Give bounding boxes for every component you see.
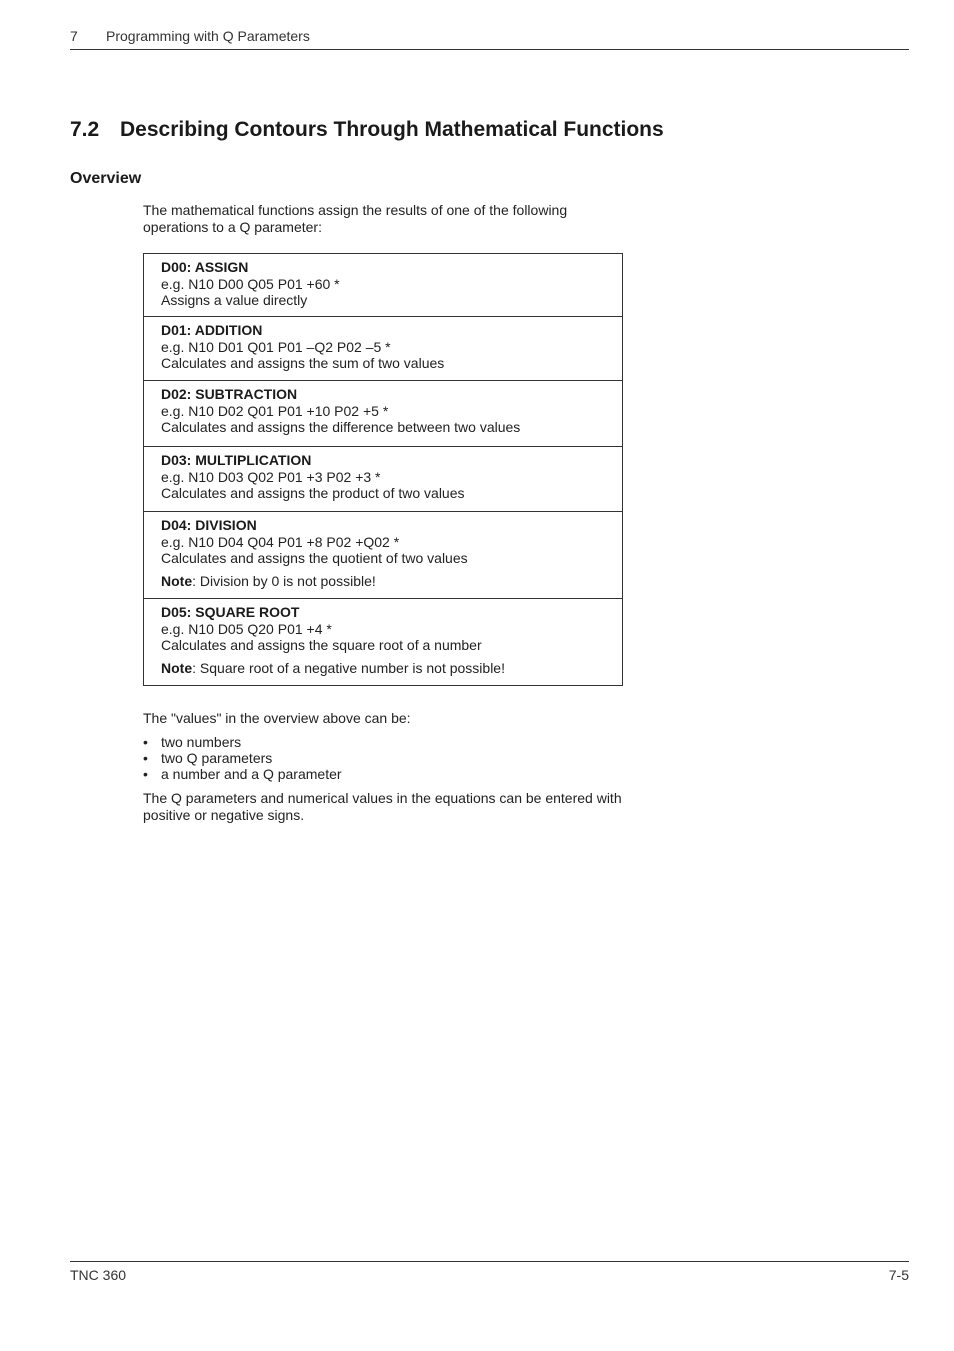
section-title: Describing Contours Through Mathematical Functions [120, 118, 664, 141]
function-description: Calculates and assigns the sum of two values [161, 355, 445, 371]
function-example: e.g. N10 D04 Q04 P01 +8 P02 +Q02 * [161, 533, 400, 550]
function-example: e.g. N10 D00 Q05 P01 +60 * [161, 275, 340, 292]
function-name: D04: DIVISION [161, 517, 257, 533]
function-table [143, 253, 623, 686]
note-text: : Division by 0 is not possible! [192, 572, 376, 589]
chapter-title: Programming with Q Parameters [106, 28, 310, 44]
function-row-subtraction [144, 381, 622, 447]
function-description: Calculates and assigns the difference between two values [161, 419, 521, 435]
bullet-icon: • [143, 766, 148, 782]
note-text: : Square root of a negative number is not possible! [192, 659, 505, 676]
list-item: • a number and a Q parameter [143, 766, 342, 782]
section-number: 7.2 [70, 118, 100, 141]
function-example: e.g. N10 D02 Q01 P01 +10 P02 +5 * [161, 402, 389, 419]
function-example: e.g. N10 D01 Q01 P01 –Q2 P02 –5 * [161, 338, 391, 355]
values-list [143, 734, 342, 782]
function-example: e.g. N10 D03 Q02 P01 +3 P02 +3 * [161, 468, 381, 485]
function-row-assign [144, 254, 622, 317]
function-description: Calculates and assigns the square root of a number [161, 637, 482, 653]
note-label: Note [161, 659, 193, 676]
function-row-multiplication [144, 447, 622, 512]
bullet-icon: • [143, 750, 148, 766]
function-description: Calculates and assigns the quotient of two values [161, 550, 468, 566]
list-item: • two numbers [143, 734, 242, 750]
page-header [70, 28, 909, 50]
function-row-addition [144, 317, 622, 381]
function-note [161, 573, 612, 590]
function-name: D02: SUBTRACTION [161, 386, 298, 402]
list-item: • two Q parameters [143, 750, 273, 766]
values-intro: The "values" in the overview above can be: [143, 710, 411, 726]
function-name: D01: ADDITION [161, 322, 263, 338]
chapter-number: 7 [70, 28, 78, 44]
function-row-square-root [144, 599, 622, 685]
closing-paragraph: The Q parameters and numerical values in the equations can be entered with positive or negative signs. [143, 790, 622, 823]
function-description: Calculates and assigns the product of two values [161, 485, 465, 501]
overview-intro: The mathematical functions assign the results of one of the following operations to a Q parameter: [143, 202, 568, 235]
function-name: D03: MULTIPLICATION [161, 452, 312, 468]
function-name: D00: ASSIGN [161, 259, 249, 275]
function-description: Assigns a value directly [161, 292, 308, 308]
note-label: Note [161, 572, 193, 589]
function-example: e.g. N10 D05 Q20 P01 +4 * [161, 620, 332, 637]
function-name: D05: SQUARE ROOT [161, 604, 300, 620]
page-number: 7-5 [888, 1267, 909, 1283]
section-heading [70, 118, 664, 142]
function-row-division [144, 512, 622, 599]
footer-model: TNC 360 [70, 1267, 127, 1283]
function-note [161, 660, 612, 677]
page-footer [70, 1261, 909, 1283]
overview-heading: Overview [70, 170, 142, 187]
bullet-icon: • [143, 734, 148, 750]
